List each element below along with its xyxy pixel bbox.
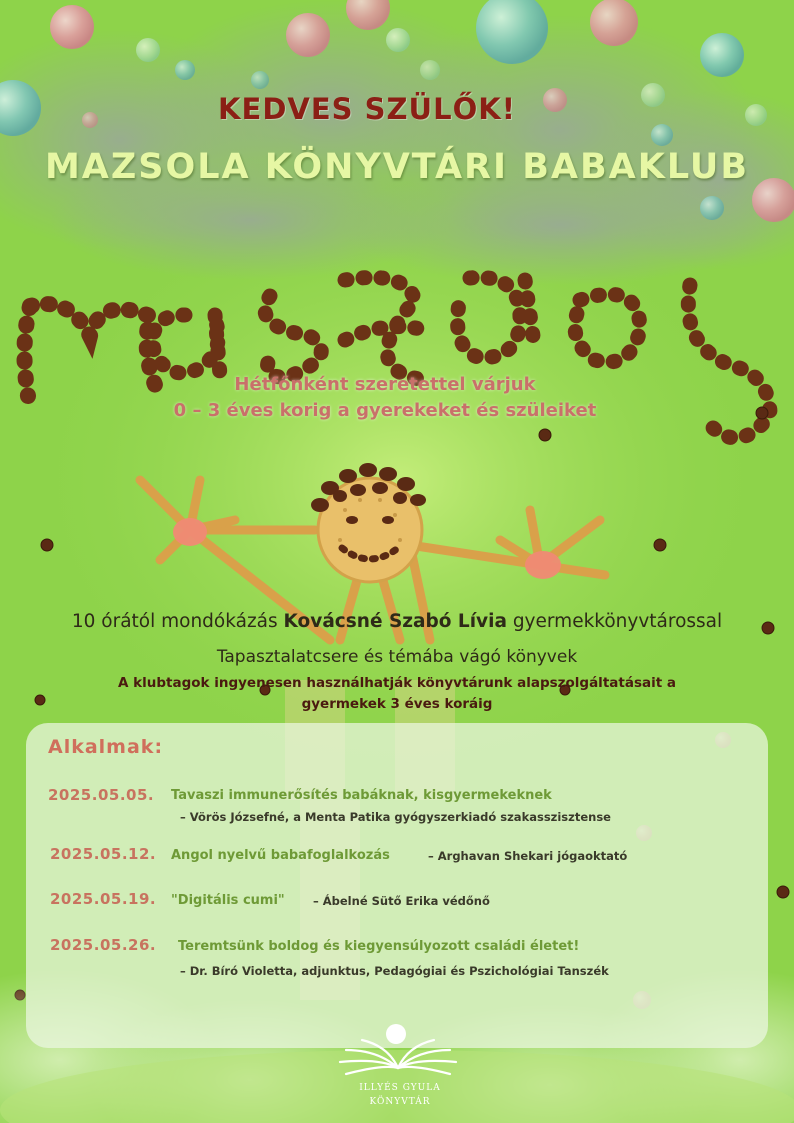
schedule-panel xyxy=(26,723,768,1048)
event-presenter: – Ábelné Sütő Erika védőnő xyxy=(313,894,490,908)
logo-line-1: ILLYÉS GYULA xyxy=(359,1083,441,1093)
info-line-1-pre: 10 órától mondókázás xyxy=(71,611,284,632)
info-line-1 xyxy=(0,611,794,632)
info-line-3a: A klubtagok ingyenesen használhatják könyvtárunk alapszolgáltatásait a xyxy=(118,675,676,691)
info-line-2: Tapasztalatcsere és témába vágó könyvek xyxy=(216,647,578,667)
event-date: 2025.05.19. xyxy=(50,890,157,908)
logo-line-2: KÖNYVTÁR xyxy=(369,1097,431,1107)
event-presenter: – Vörös Józsefné, a Menta Patika gyógyszerkiadó szakasszisztense xyxy=(180,810,611,824)
tagline-line-2: 0 – 3 éves korig a gyerekeket és szüleiket xyxy=(173,400,597,421)
event-title: Tavaszi immunerősítés babáknak, kisgyermekeknek xyxy=(171,788,552,803)
event-title: Angol nyelvű babafoglalkozás xyxy=(171,848,390,863)
open-book-sun-icon xyxy=(320,1018,480,1123)
event-title: Teremtsünk boldog és kiegyensúlyozott családi életet! xyxy=(178,939,580,954)
schedule-title: Alkalmak: xyxy=(48,736,164,758)
event-date: 2025.05.12. xyxy=(50,845,157,863)
info-line-3 xyxy=(60,673,734,715)
tagline-line-1: Hétfőnként szeretettel várjuk xyxy=(234,374,536,395)
main-title: MAZSOLA KÖNYVTÁRI BABAKLUB xyxy=(44,147,750,187)
greeting-title: KEDVES SZÜLŐK! xyxy=(218,92,516,126)
event-date: 2025.05.26. xyxy=(50,936,157,954)
info-line-1-post: gyermekkönyvtárossal xyxy=(506,611,723,632)
event-date: 2025.05.05. xyxy=(48,786,155,804)
event-presenter: – Dr. Bíró Violetta, adjunktus, Pedagógiai és Pszichológiai Tanszék xyxy=(180,964,609,978)
event-title: "Digitális cumi" xyxy=(171,893,285,908)
event-presenter: – Arghavan Shekari jógaoktató xyxy=(428,849,628,863)
info-line-3b: gyermekek 3 éves koráig xyxy=(301,696,493,712)
host-name: Kovácsné Szabó Lívia xyxy=(283,611,507,632)
